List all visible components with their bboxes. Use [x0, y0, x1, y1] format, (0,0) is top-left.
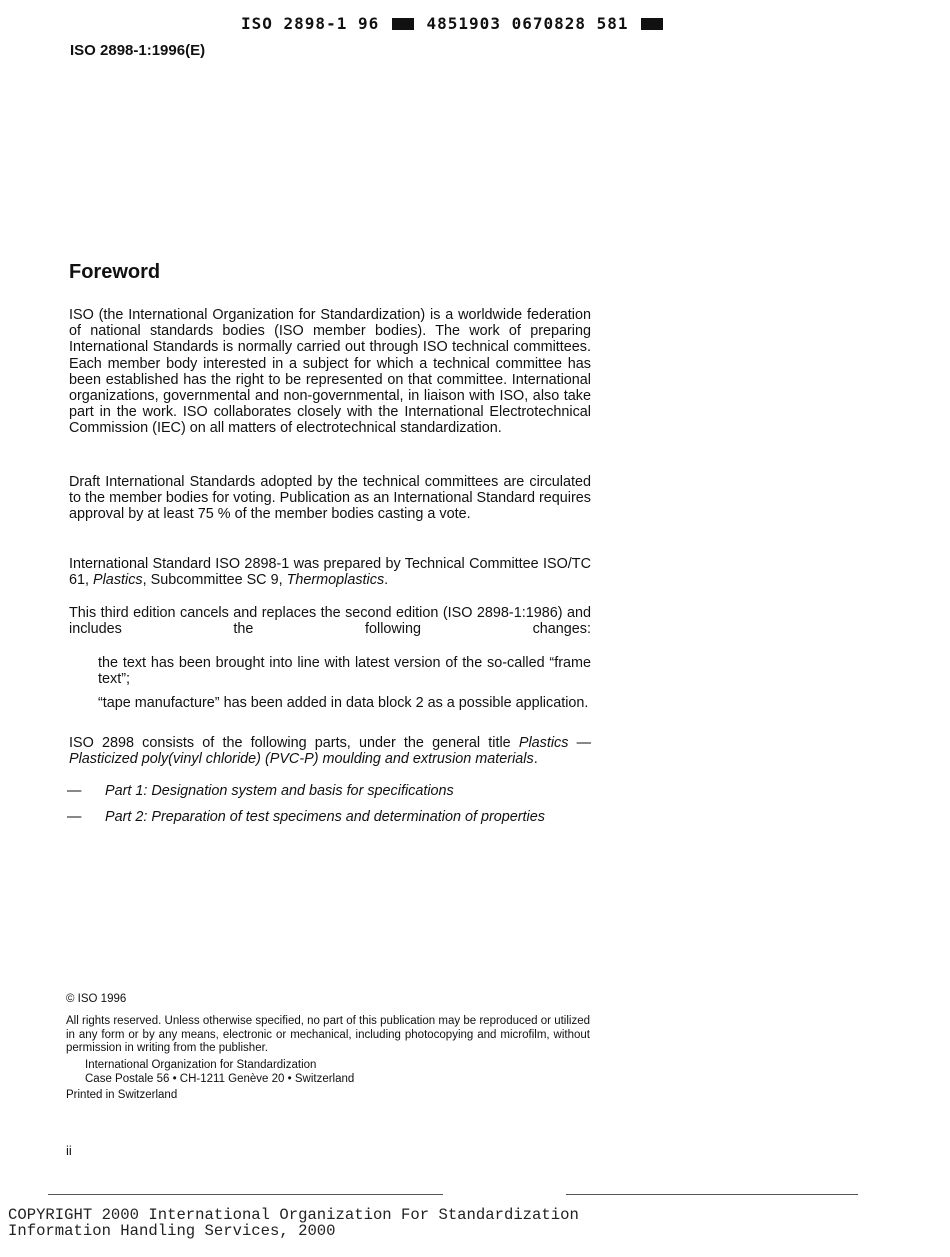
scan-header-code	[241, 14, 665, 33]
divider-right	[566, 1194, 858, 1195]
copyright-footer	[8, 1207, 579, 1239]
paragraph-prepared-by	[69, 556, 591, 588]
paragraph-edition	[69, 605, 591, 637]
page-number: ii	[66, 1143, 72, 1158]
barcode-block	[392, 18, 414, 30]
text-run-italic: Plastics — Plasticized poly(vinyl chloride) (PVC-P) moulding and extrusion materials	[69, 735, 591, 768]
divider-left	[48, 1194, 443, 1195]
text-run: International Standard ISO 2898-1 was prepared by Technical Committee ISO/TC 61,	[69, 556, 591, 589]
dash: —	[67, 783, 82, 799]
footer-line-2: Information Handling Services, 2000	[8, 1222, 336, 1240]
printed-in: Printed in Switzerland	[66, 1089, 178, 1101]
text-run: .	[533, 751, 538, 768]
scan-code-left: ISO 2898-1 96	[241, 14, 380, 33]
text-run: .	[384, 572, 389, 589]
footer-line-1: COPYRIGHT 2000 International Organization For Standardization	[8, 1206, 579, 1224]
part-label: Part 2: Preparation of test specimens and determination of properties	[105, 809, 545, 825]
document-id: ISO 2898-1:1996(E)	[70, 42, 206, 59]
page-title: Foreword	[69, 261, 161, 283]
rights-notice: All rights reserved. Unless otherwise specified, no part of this publication may be reproduced or utilized in any form or by any means, electronic or mechanical, including photocopying and microfilm, without permission in writing from the publisher.	[66, 1015, 590, 1054]
text-run: ISO 2898 consists of the following parts, under the general title	[69, 735, 519, 751]
dash: —	[67, 809, 82, 825]
paragraph-draft-standards: Draft International Standards adopted by the technical committees are circulated to the member bodies for voting. Publication as an International Standard requires approval by at least 75 % of the member bodies casting a vote.	[69, 474, 591, 523]
paragraph-iso-intro: ISO (the International Organization for Standardization) is a worldwide federation of national standards bodies (ISO member bodies). The work of preparing International Standards is normally carried out through ISO technical committees. Each member body interested in a subject for which a technical committee has been established has the right to be represented on that committee. International organizations, governmental and non-governmental, in liaison with ISO, also take part in the work. ISO collaborates closely with the International Electrotechnical Commission (IEC) on all matters of electrotechnical standardization.	[69, 307, 591, 437]
change-item-2: “tape manufacture” has been added in data block 2 as a possible application.	[98, 695, 589, 711]
copyright-notice: © ISO 1996	[66, 993, 127, 1005]
organization-name: International Organization for Standardization	[85, 1059, 317, 1071]
change-item-1: the text has been brought into line with latest version of the so-called “frame text”;	[98, 655, 591, 688]
text-run-italic: Thermoplastics	[286, 572, 385, 589]
scan-code-right: 4851903 0670828 581	[426, 14, 629, 33]
text-run: This third edition cancels and replaces the second edition (ISO 2898-1:1986) and includes the following changes:	[69, 605, 591, 638]
part-label: Part 1: Designation system and basis for specifications	[105, 783, 454, 799]
text-run: , Subcommittee SC 9,	[142, 572, 287, 589]
organization-address: Case Postale 56 • CH-1211 Genève 20 • Switzerland	[85, 1073, 355, 1085]
barcode-block	[641, 18, 663, 30]
paragraph-parts-intro	[69, 735, 591, 767]
text-run-italic: Plastics	[93, 572, 143, 589]
